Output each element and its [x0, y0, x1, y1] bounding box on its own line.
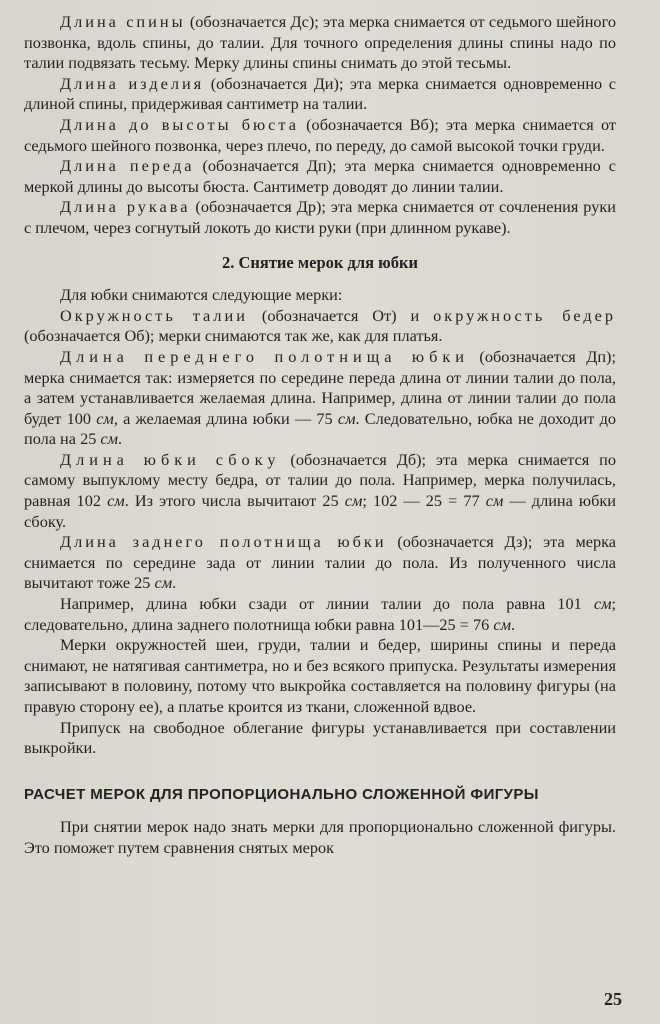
text: (обозначается Др); эта мерка снимается от сочленения руки с плечом, через согнутый локоть до кисти руки (при длинном рукаве).	[24, 197, 617, 237]
section-heading: 2. Снятие мерок для юбки	[221, 252, 419, 272]
unit: см	[337, 408, 356, 428]
text: (обозначается Ди); эта мерка снимается одновременно с длиной спины, придерживая сантиметр на талии.	[24, 73, 616, 114]
text: ; 102 — 25 = 77	[362, 491, 486, 511]
term-side-length: Длина юбки сбоку	[60, 449, 281, 469]
term-garment-length: Длина изделия	[60, 73, 205, 93]
text: (обозначается Дб); эта мерка снимается по самому выпуклому месту бедра, от талии до пола. Например, мерка получилась, равная 102	[24, 449, 617, 511]
paragraph-garment-length	[24, 74, 616, 115]
text: (обозначается Дс); эта мерка снимается от седьмого шейного позвонка, вдоль спины, до талии. Для точного определения длины спины надо по талии подвязать тесьму. Мерку длины спины снимать до этой тесьмы.	[24, 12, 616, 73]
paragraph-example: Например, длина юбки сзади от линии талии до пола равна 101 см; следовательно, длина заднего полотнища юбки равна 101—25 = 76 см.	[24, 594, 616, 634]
unit: см	[107, 491, 125, 511]
page-content	[24, 12, 616, 859]
paragraph-front-length	[24, 156, 616, 197]
text: (обозначается Дп); мерка снимается так: измеряется по середине переда длина от линии талии до пола, а затем устанавливается желаемая длина. Например, длина от линии талии до пола будет 100	[24, 346, 616, 428]
proportional-heading: РАСЧЕТ МЕРОК ДЛЯ ПРОПОРЦИОНАЛЬНО СЛОЖЕННОЙ ФИГУРЫ	[24, 785, 539, 803]
term-waist: Окружность талии	[60, 305, 248, 325]
unit: см	[493, 614, 511, 634]
text: — длина юбки сбоку.	[24, 491, 617, 531]
text: (обозначается Дп); эта мерка снимается одновременно с меркой длины до высоты бюста. Сантиметр доводят до линии талии.	[24, 156, 617, 196]
text: (обозначается Дз); эта мерка снимается по середине зада от линии талии до пола. Из полученного числа вычитают тоже 25	[24, 532, 616, 593]
text: , а желаемая длина юбки — 75	[113, 408, 338, 428]
term-front-panel: Длина переднего полотнища юбки	[60, 346, 469, 366]
paragraph-allowance: Припуск на свободное облегание фигуры устанавливается при составлении выкройки.	[24, 717, 616, 758]
unit: см	[96, 408, 114, 428]
unit: см	[100, 429, 119, 449]
term-front-length: Длина переда	[60, 156, 195, 176]
paragraph-proportional: При снятии мерок надо знать мерки для пропорционально сложенной фигуры. Это поможет путем сравнения снятых мерок	[24, 817, 616, 857]
paragraph-circumference: Мерки окружностей шеи, груди, талии и бедер, ширины спины и переда снимают, не натягивая сантиметра, но и без всякого припуска. Результаты измерения записывают в половину, потому что выкройка составляется на половину фигуры (на правую сторону ее), а платье кроится из ткани, сложенной вдвое.	[24, 635, 616, 716]
unit: см	[154, 573, 173, 593]
paragraph-front-panel: Длина переднего полотнища юбки (обозначается Дп); мерка снимается так: измеряется по середине переда длина от линии талии до пола, а затем устанавливается желаемая длина. Например, длина от линии талии до пола будет 100 см, а желаемая длина юбки — 75 см. Следовательно, юбка не доходит до пола на 25 см.	[24, 346, 617, 449]
unit: см	[593, 594, 612, 614]
paragraph-waist-hips	[24, 306, 616, 347]
text: ; следовательно, длина заднего полотнища юбки равна 101—25 = 76	[24, 594, 616, 634]
text: (обозначается От) и	[247, 305, 434, 325]
term-bust-height: Длина до высоты бюста	[60, 114, 299, 134]
paragraph-skirt-intro: Для юбки снимаются следующие мерки:	[60, 285, 343, 305]
page-number: 25	[604, 989, 622, 1009]
text: (обозначается Об); мерки снимаются так же, как для платья.	[24, 326, 443, 346]
paragraph-back-length	[24, 12, 616, 74]
unit: см	[485, 491, 504, 511]
unit: см	[344, 491, 363, 511]
paragraph-side-length	[24, 450, 616, 532]
paragraph-bust-height	[24, 115, 616, 156]
text: Например, длина юбки сзади от линии талии до пола равна 101	[60, 594, 594, 614]
paragraph-back-panel: Длина заднего полотнища юбки (обозначается Дз); эта мерка снимается по середине зада от линии талии до пола. Из полученного числа вычитают тоже 25 см.	[24, 532, 616, 593]
term-back-length: Длина спины	[60, 12, 186, 31]
term-back-panel: Длина заднего полотнища юбки	[60, 532, 387, 552]
term-hips: окружность бедер	[433, 305, 616, 325]
text: (обозначается Вб); эта мерка снимается от седьмого шейного позвонка, через плечо, по переду, до самой высокой точки груди.	[24, 114, 616, 155]
term-sleeve-length: Длина рукава	[60, 197, 191, 217]
paragraph-sleeve-length	[24, 197, 616, 238]
text: . Следовательно, юбка не доходит до пола на 25	[24, 408, 617, 449]
text: . Из этого числа вычитают 25	[124, 491, 345, 511]
